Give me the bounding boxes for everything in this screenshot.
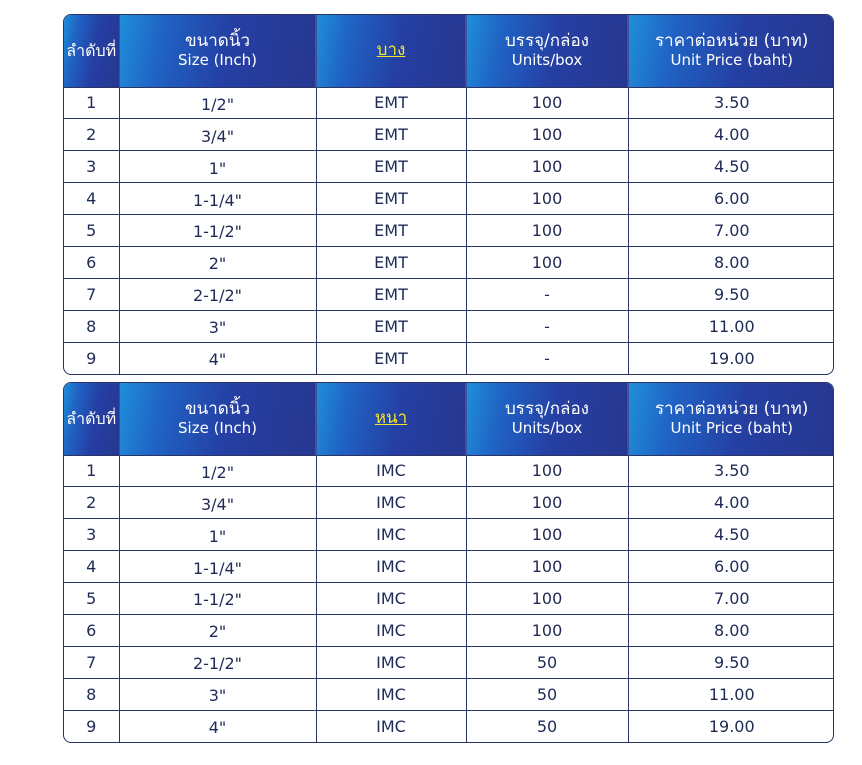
- units-column-header: [466, 383, 628, 455]
- type-cell: EMT: [316, 215, 466, 247]
- type-cell: EMT: [316, 342, 466, 374]
- units-cell: 100: [466, 183, 628, 215]
- row-number-cell: 3: [64, 519, 119, 551]
- order-column-header: [64, 15, 119, 87]
- size-cell: 1-1/4": [119, 551, 316, 583]
- size-cell: 3/4": [119, 487, 316, 519]
- type-cell: EMT: [316, 278, 466, 310]
- material-type-label: หนา: [374, 407, 408, 428]
- row-number-cell: 4: [64, 551, 119, 583]
- order-header-label: ลำดับที่: [66, 409, 117, 429]
- price-cell: 9.50: [628, 278, 834, 310]
- units-header-eng: Units/box: [511, 50, 583, 69]
- units-cell: -: [466, 342, 628, 374]
- size-cell: 2-1/2": [119, 646, 316, 678]
- units-cell: 100: [466, 583, 628, 615]
- row-number-cell: 4: [64, 183, 119, 215]
- size-cell: 1": [119, 519, 316, 551]
- price-cell: 4.00: [628, 487, 834, 519]
- row-number-cell: 8: [64, 678, 119, 710]
- type-column-header: [316, 383, 466, 455]
- table-row: [64, 583, 834, 615]
- type-cell: EMT: [316, 310, 466, 342]
- row-number-cell: 7: [64, 278, 119, 310]
- size-cell: 4": [119, 342, 316, 374]
- emt-price-table: [63, 14, 834, 375]
- row-number-cell: 9: [64, 710, 119, 742]
- table-row: [64, 710, 834, 742]
- price-cell: 4.50: [628, 519, 834, 551]
- row-number-cell: 6: [64, 614, 119, 646]
- table-row: [64, 614, 834, 646]
- type-cell: IMC: [316, 646, 466, 678]
- units-cell: 100: [466, 487, 628, 519]
- price-column-header: [628, 15, 834, 87]
- price-cell: 7.00: [628, 215, 834, 247]
- units-header-eng: Units/box: [511, 418, 583, 437]
- row-number-cell: 5: [64, 583, 119, 615]
- table-row: [64, 278, 834, 310]
- row-number-cell: 5: [64, 215, 119, 247]
- units-cell: 100: [466, 455, 628, 487]
- material-type-label: บาง: [376, 39, 406, 60]
- type-cell: IMC: [316, 519, 466, 551]
- size-cell: 1-1/2": [119, 583, 316, 615]
- price-column-header: [628, 383, 834, 455]
- row-number-cell: 8: [64, 310, 119, 342]
- price-header-eng: Unit Price (baht): [670, 50, 793, 69]
- table-row: [64, 183, 834, 215]
- size-cell: 1/2": [119, 455, 316, 487]
- table-row: [64, 487, 834, 519]
- table-row: [64, 678, 834, 710]
- price-cell: 11.00: [628, 678, 834, 710]
- row-number-cell: 6: [64, 246, 119, 278]
- size-cell: 2": [119, 614, 316, 646]
- size-column-header: [119, 383, 316, 455]
- units-column-header: [466, 15, 628, 87]
- row-number-cell: 2: [64, 119, 119, 151]
- price-cell: 9.50: [628, 646, 834, 678]
- size-cell: 4": [119, 710, 316, 742]
- table-body: [64, 455, 834, 742]
- size-header-thai: ขนาดนิ้ว: [185, 31, 250, 52]
- size-cell: 2-1/2": [119, 278, 316, 310]
- units-header-thai: บรรจุ/กล่อง: [505, 31, 589, 52]
- imc-price-table: [63, 382, 834, 743]
- units-cell: 100: [466, 119, 628, 151]
- units-cell: 100: [466, 215, 628, 247]
- units-cell: 100: [466, 551, 628, 583]
- table-row: [64, 310, 834, 342]
- table-row: [64, 455, 834, 487]
- type-cell: IMC: [316, 710, 466, 742]
- size-header-eng: Size (Inch): [178, 50, 257, 69]
- units-cell: 100: [466, 519, 628, 551]
- size-cell: 1": [119, 151, 316, 183]
- units-cell: 100: [466, 246, 628, 278]
- units-cell: 50: [466, 710, 628, 742]
- size-header-eng: Size (Inch): [178, 418, 257, 437]
- units-cell: -: [466, 310, 628, 342]
- type-cell: EMT: [316, 246, 466, 278]
- price-cell: 3.50: [628, 87, 834, 119]
- table-row: [64, 342, 834, 374]
- table-row: [64, 551, 834, 583]
- units-cell: 50: [466, 646, 628, 678]
- row-number-cell: 3: [64, 151, 119, 183]
- size-cell: 3": [119, 678, 316, 710]
- table-header-row: [64, 383, 834, 455]
- size-cell: 3/4": [119, 119, 316, 151]
- price-cell: 8.00: [628, 614, 834, 646]
- size-column-header: [119, 15, 316, 87]
- price-cell: 8.00: [628, 246, 834, 278]
- price-cell: 3.50: [628, 455, 834, 487]
- type-cell: EMT: [316, 87, 466, 119]
- size-header-thai: ขนาดนิ้ว: [185, 399, 250, 420]
- row-number-cell: 1: [64, 455, 119, 487]
- type-cell: IMC: [316, 614, 466, 646]
- price-cell: 6.00: [628, 551, 834, 583]
- size-cell: 1-1/2": [119, 215, 316, 247]
- units-cell: -: [466, 278, 628, 310]
- units-cell: 100: [466, 151, 628, 183]
- type-cell: IMC: [316, 551, 466, 583]
- type-cell: EMT: [316, 151, 466, 183]
- order-column-header: [64, 383, 119, 455]
- row-number-cell: 9: [64, 342, 119, 374]
- price-cell: 6.00: [628, 183, 834, 215]
- table-header-row: [64, 15, 834, 87]
- price-table-grid: [64, 15, 834, 374]
- price-cell: 4.00: [628, 119, 834, 151]
- price-cell: 11.00: [628, 310, 834, 342]
- type-cell: IMC: [316, 487, 466, 519]
- row-number-cell: 1: [64, 87, 119, 119]
- units-cell: 100: [466, 614, 628, 646]
- table-row: [64, 87, 834, 119]
- type-cell: EMT: [316, 183, 466, 215]
- order-header-label: ลำดับที่: [66, 41, 117, 61]
- price-header-thai: ราคาต่อหน่วย (บาท): [655, 31, 809, 52]
- row-number-cell: 2: [64, 487, 119, 519]
- type-cell: IMC: [316, 583, 466, 615]
- table-row: [64, 246, 834, 278]
- price-cell: 7.00: [628, 583, 834, 615]
- units-cell: 100: [466, 87, 628, 119]
- table-row: [64, 215, 834, 247]
- type-cell: IMC: [316, 455, 466, 487]
- table-row: [64, 646, 834, 678]
- type-cell: EMT: [316, 119, 466, 151]
- table-row: [64, 119, 834, 151]
- type-column-header: [316, 15, 466, 87]
- size-cell: 1/2": [119, 87, 316, 119]
- table-body: [64, 87, 834, 374]
- row-number-cell: 7: [64, 646, 119, 678]
- table-row: [64, 151, 834, 183]
- price-table-grid: [64, 383, 834, 742]
- price-header-eng: Unit Price (baht): [670, 418, 793, 437]
- price-cell: 4.50: [628, 151, 834, 183]
- table-row: [64, 519, 834, 551]
- units-cell: 50: [466, 678, 628, 710]
- price-header-thai: ราคาต่อหน่วย (บาท): [655, 399, 809, 420]
- price-cell: 19.00: [628, 710, 834, 742]
- size-cell: 2": [119, 246, 316, 278]
- price-cell: 19.00: [628, 342, 834, 374]
- type-cell: IMC: [316, 678, 466, 710]
- size-cell: 3": [119, 310, 316, 342]
- size-cell: 1-1/4": [119, 183, 316, 215]
- units-header-thai: บรรจุ/กล่อง: [505, 399, 589, 420]
